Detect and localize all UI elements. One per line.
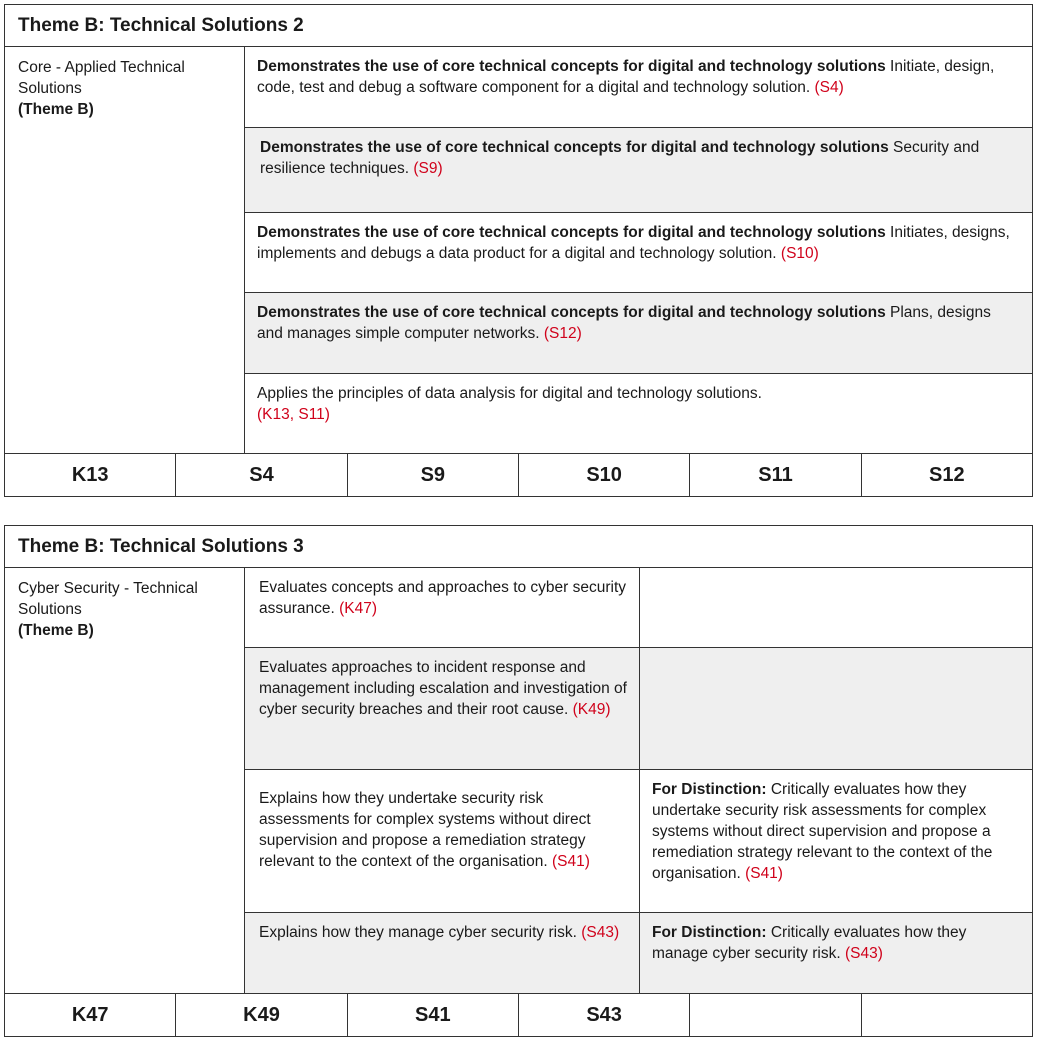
distinction-cell: [640, 770, 1032, 913]
distinction-cell: [640, 913, 1032, 994]
row-text: Explains how they undertake security risk assessments for complex systems without direct supervision and propose a remediation strategy relevant to the context of the organisation.: [259, 790, 591, 870]
code-cell: K47: [5, 994, 176, 1036]
row-text: Plans, designs and manages simple computer networks.: [257, 304, 991, 342]
code-cell: S4: [176, 454, 347, 496]
code-strip: [5, 453, 1032, 496]
table-title: Theme B: Technical Solutions 3: [5, 526, 1032, 568]
criteria-cell: [245, 568, 640, 648]
row-text: Security and resilience techniques.: [260, 139, 980, 177]
criteria-row: [245, 293, 1032, 374]
distinction-label: For Distinction:: [652, 924, 767, 941]
left-label-cell: [5, 568, 245, 994]
left-theme: (Theme B): [18, 622, 94, 639]
row-heading: Demonstrates the use of core technical concepts for digital and technology solutions: [257, 304, 886, 321]
criteria-cell: [245, 770, 640, 913]
criteria-cell: [245, 913, 640, 994]
row-heading: Demonstrates the use of core technical concepts for digital and technology solutions: [260, 139, 889, 156]
row-ref: (S4): [814, 79, 844, 96]
distinction-text: Critically evaluates how they manage cyber security risk.: [652, 924, 967, 962]
row-ref: (S43): [581, 924, 620, 941]
row-text: Initiate, design, code, test and debug a software component for a digital and technology solution.: [257, 58, 995, 96]
row-ref: (K13, S11): [257, 406, 330, 423]
left-label-cell: [5, 47, 245, 454]
criteria-row: [245, 128, 1032, 213]
criteria-row: [245, 47, 1032, 128]
code-cell: S12: [929, 463, 965, 486]
code-cell: S43: [519, 994, 690, 1036]
row-ref: (S10): [780, 245, 819, 262]
row-text: Explains how they manage cyber security risk.: [259, 924, 582, 941]
left-label: Core - Applied Technical Solutions: [18, 59, 185, 97]
distinction-cell: [640, 648, 1032, 770]
row-text: Evaluates concepts and approaches to cyber security assurance.: [259, 579, 627, 617]
code-cell: K49: [176, 994, 347, 1036]
criteria-cell: [245, 648, 640, 770]
table-title: Theme B: Technical Solutions 2: [5, 5, 1032, 47]
row-text: Initiates, designs, implements and debugs a data product for a digital and technology solution.: [257, 224, 1010, 262]
code-cell: [690, 994, 861, 1036]
code-strip: [5, 993, 1032, 1036]
row-ref: (S9): [413, 160, 443, 177]
row-text: Applies the principles of data analysis for digital and technology solutions.: [257, 385, 762, 402]
row-ref: (K49): [572, 701, 611, 718]
criteria-row: [245, 213, 1032, 293]
code-cell: S9: [348, 454, 519, 496]
left-label: Cyber Security - Technical Solutions: [18, 580, 198, 618]
table-technical-solutions-2: [4, 4, 1033, 497]
distinction-ref: (S41): [745, 865, 783, 882]
code-cell: [862, 994, 1032, 1036]
row-heading: Demonstrates the use of core technical concepts for digital and technology solutions: [257, 224, 886, 241]
row-ref: (S41): [551, 853, 590, 870]
criteria-row: [245, 374, 1032, 454]
row-text: Evaluates approaches to incident response and management including escalation and investigation of cyber security breaches and their root cause.: [259, 659, 627, 718]
distinction-cell: [640, 568, 1032, 648]
distinction-text: Critically evaluates how they undertake security risk assessments for complex systems without direct supervision and propose a remediation strategy relevant to the context of the organisation.: [652, 781, 993, 882]
distinction-ref: (S43): [844, 945, 883, 962]
code-cell: S11: [690, 454, 861, 496]
distinction-label: For Distinction:: [652, 781, 767, 798]
row-ref: (S12): [543, 325, 582, 342]
code-cell: S41: [348, 994, 519, 1036]
row-ref: (K47): [339, 600, 378, 617]
code-cell: K13: [5, 454, 176, 496]
table-technical-solutions-3: [4, 525, 1033, 1037]
code-cell: S10: [519, 454, 690, 496]
left-theme: (Theme B): [18, 101, 94, 118]
row-heading: Demonstrates the use of core technical concepts for digital and technology solutions: [257, 58, 886, 75]
